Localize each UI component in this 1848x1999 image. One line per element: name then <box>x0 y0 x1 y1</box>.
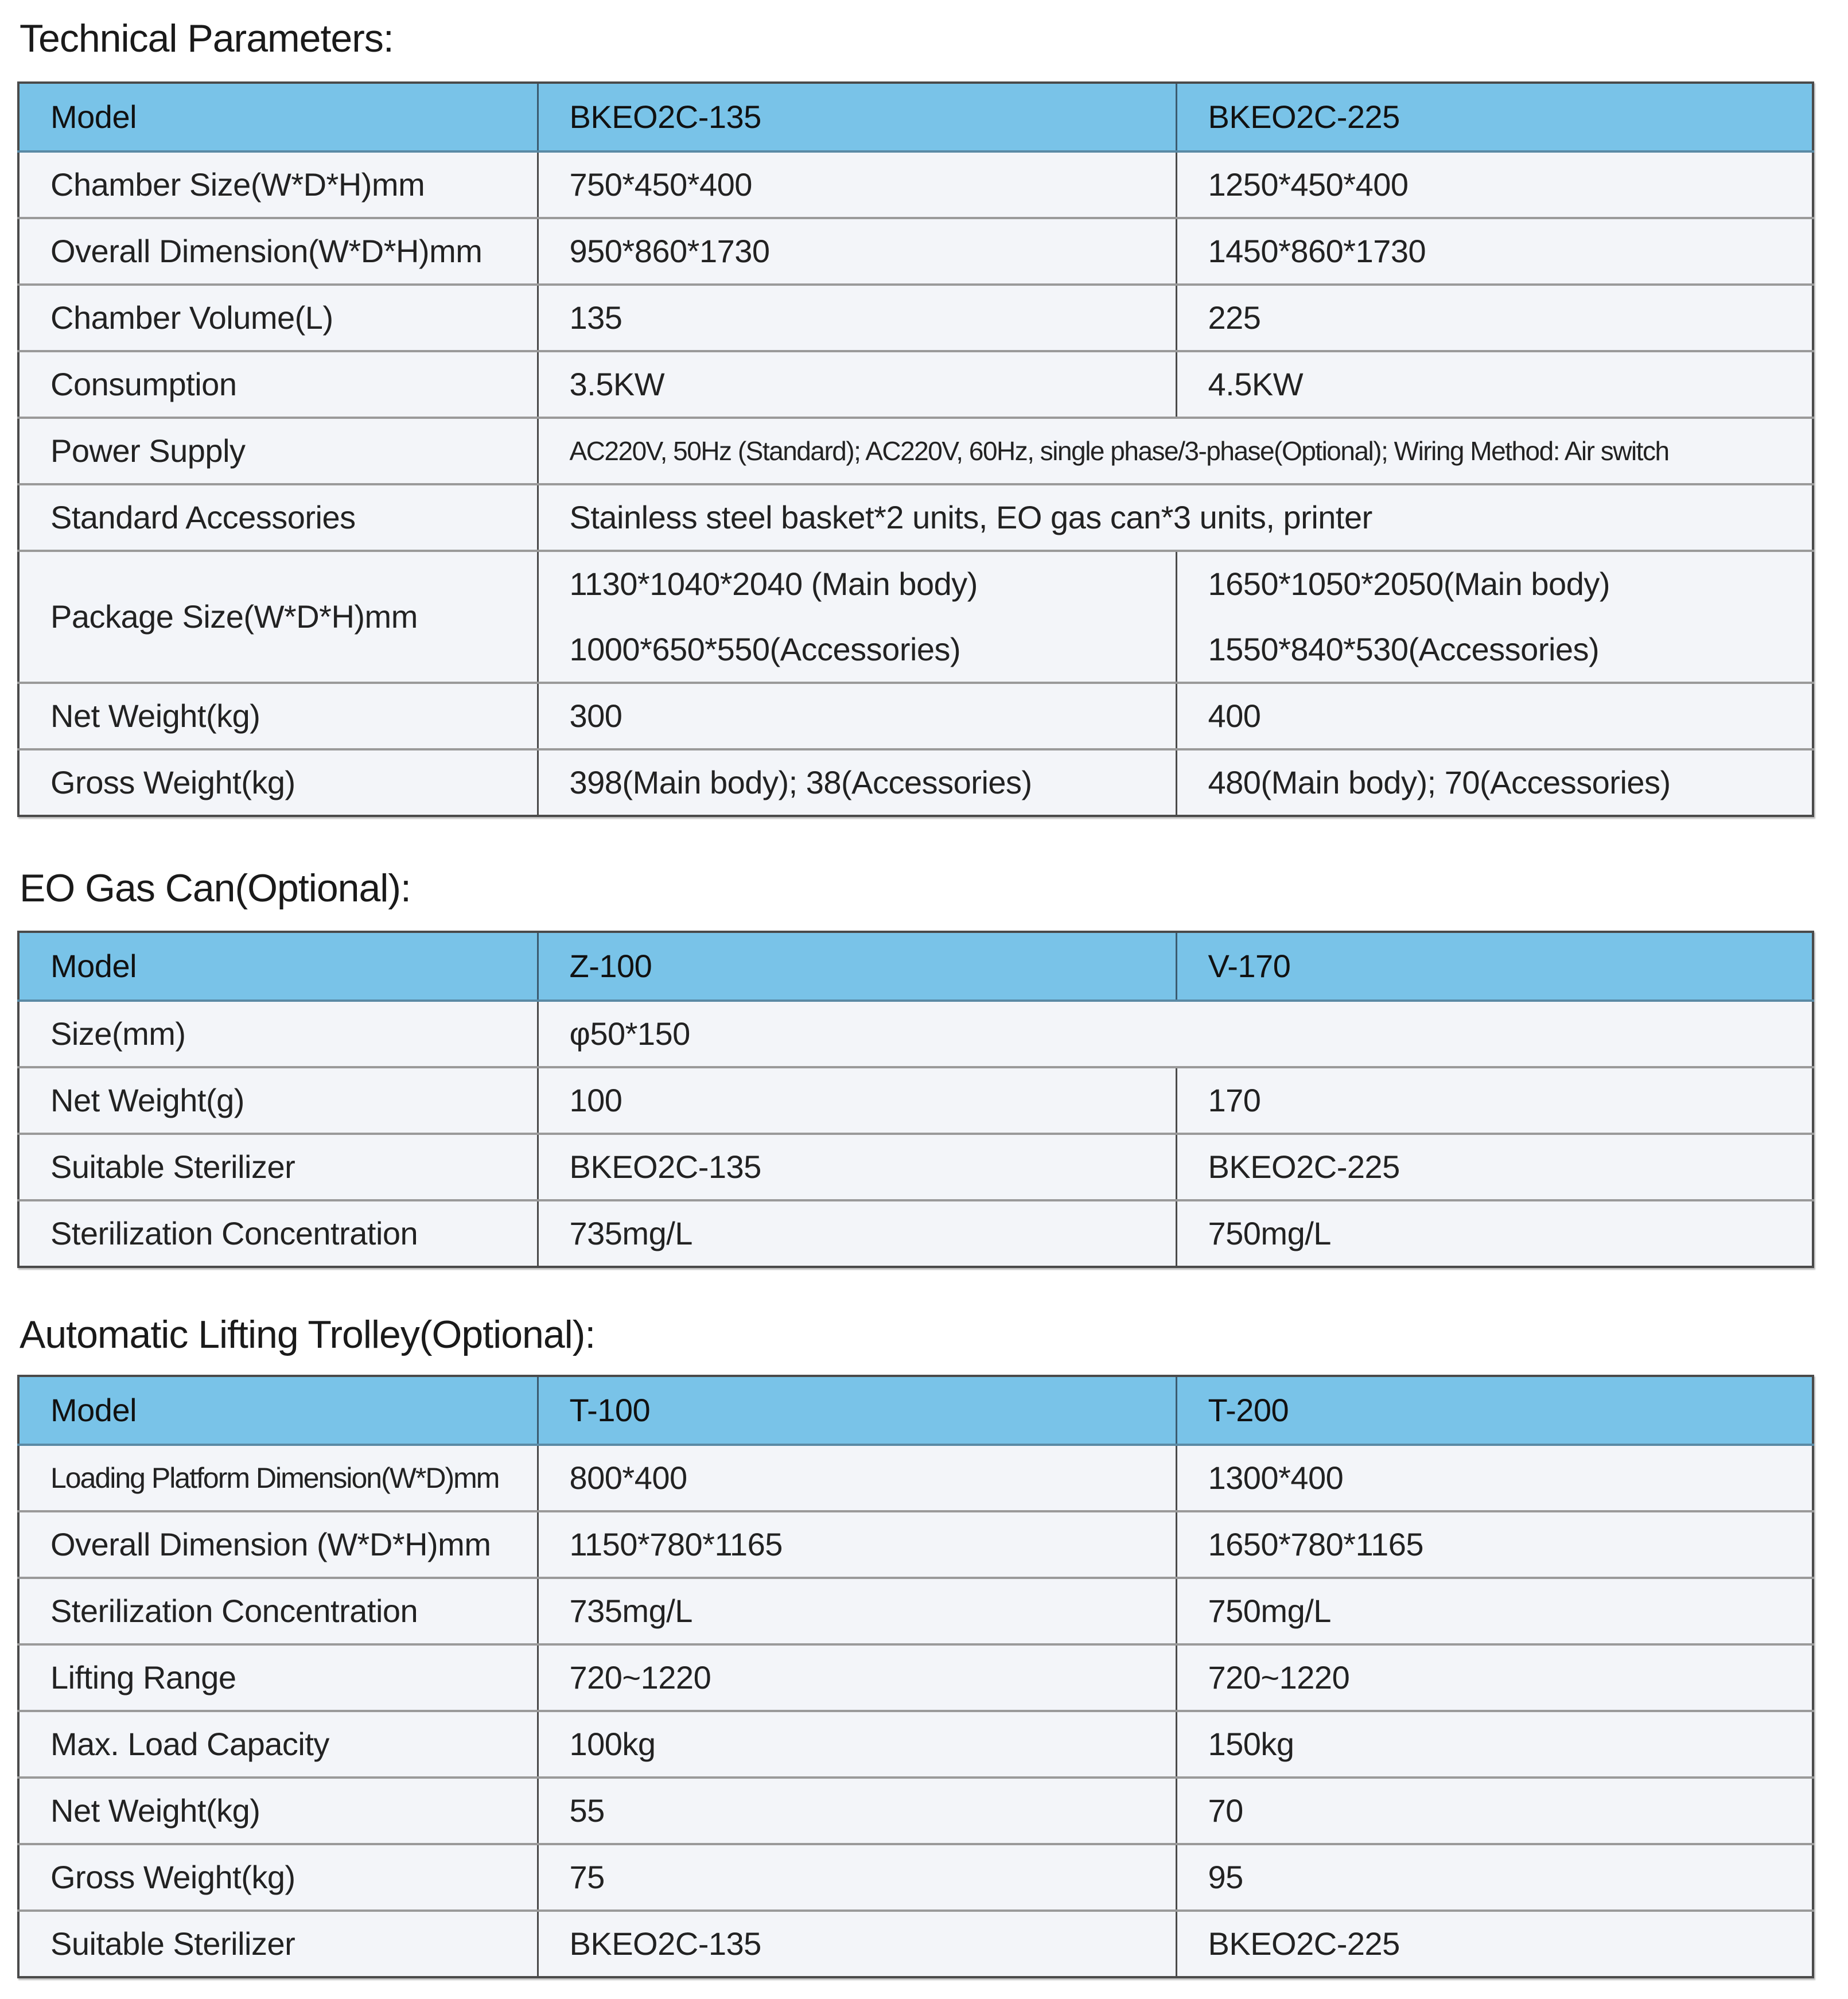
header-model-a: BKEO2C-135 <box>538 83 1176 151</box>
table-row <box>18 683 1813 749</box>
lifting-trolley-title: Automatic Lifting Trolley(Optional): <box>20 1313 596 1356</box>
row-label: Loading Platform Dimension(W*D)mm <box>18 1445 538 1511</box>
table-row <box>18 1644 1813 1711</box>
row-label: Chamber Size(W*D*H)mm <box>18 151 538 218</box>
row-label: Gross Weight(kg) <box>18 1844 538 1911</box>
table-row <box>18 1001 1813 1067</box>
lifting-trolley-table <box>17 1375 1814 1978</box>
cell-value: 950*860*1730 <box>538 218 1176 285</box>
table-row <box>18 1778 1813 1844</box>
cell-value: 480(Main body); 70(Accessories) <box>1176 749 1813 816</box>
header-model-b: BKEO2C-225 <box>1176 83 1813 151</box>
cell-value: 720~1220 <box>1176 1644 1813 1711</box>
cell-value: 735mg/L <box>538 1578 1176 1644</box>
cell-value: 1450*860*1730 <box>1176 218 1813 285</box>
table-row <box>18 551 1813 683</box>
table-row <box>18 1578 1813 1644</box>
cell-value: 100kg <box>538 1711 1176 1778</box>
cell-value: 750mg/L <box>1176 1200 1813 1267</box>
cell-value: BKEO2C-135 <box>538 1134 1176 1200</box>
row-label: Net Weight(g) <box>18 1067 538 1134</box>
cell-value: 750*450*400 <box>538 151 1176 218</box>
cell-value-merged: Stainless steel basket*2 units, EO gas can*3 units, printer <box>538 484 1813 551</box>
row-label: Suitable Sterilizer <box>18 1134 538 1200</box>
cell-value: 4.5KW <box>1176 351 1813 418</box>
cell-value-multiline <box>1176 551 1813 683</box>
cell-value: 750mg/L <box>1176 1578 1813 1644</box>
cell-value-merged: AC220V, 50Hz (Standard); AC220V, 60Hz, single phase/3-phase(Optional); Wiring Method: Air switch <box>538 418 1813 484</box>
table-header-row <box>18 932 1813 1001</box>
table-header-row <box>18 1376 1813 1445</box>
table-row <box>18 285 1813 351</box>
eo-gas-can-title: EO Gas Can(Optional): <box>20 866 411 910</box>
header-model: Model <box>18 1376 538 1445</box>
cell-value: 735mg/L <box>538 1200 1176 1267</box>
technical-parameters-title: Technical Parameters: <box>20 17 394 60</box>
package-main-body: 1130*1040*2040 (Main body) <box>569 566 978 602</box>
header-model-b: V-170 <box>1176 932 1813 1001</box>
cell-value: 170 <box>1176 1067 1813 1134</box>
row-label: Chamber Volume(L) <box>18 285 538 351</box>
header-model-a: T-100 <box>538 1376 1176 1445</box>
cell-value: BKEO2C-225 <box>1176 1911 1813 1977</box>
table-row <box>18 218 1813 285</box>
cell-value: 800*400 <box>538 1445 1176 1511</box>
table-header-row <box>18 83 1813 151</box>
package-accessories: 1550*840*530(Accessories) <box>1208 631 1600 667</box>
row-label: Power Supply <box>18 418 538 484</box>
row-label: Overall Dimension (W*D*H)mm <box>18 1511 538 1578</box>
row-label: Package Size(W*D*H)mm <box>18 551 538 683</box>
cell-value: 70 <box>1176 1778 1813 1844</box>
header-model-b: T-200 <box>1176 1376 1813 1445</box>
cell-value: 720~1220 <box>538 1644 1176 1711</box>
package-accessories: 1000*650*550(Accessories) <box>569 631 961 667</box>
cell-value: 150kg <box>1176 1711 1813 1778</box>
table-row <box>18 151 1813 218</box>
table-row <box>18 351 1813 418</box>
row-label: Sterilization Concentration <box>18 1200 538 1267</box>
cell-value: 75 <box>538 1844 1176 1911</box>
cell-value: 3.5KW <box>538 351 1176 418</box>
row-label: Lifting Range <box>18 1644 538 1711</box>
header-model: Model <box>18 83 538 151</box>
table-row <box>18 1711 1813 1778</box>
cell-value: 55 <box>538 1778 1176 1844</box>
cell-value: BKEO2C-135 <box>538 1911 1176 1977</box>
cell-value: 300 <box>538 683 1176 749</box>
cell-value: 400 <box>1176 683 1813 749</box>
row-label: Size(mm) <box>18 1001 538 1067</box>
package-main-body: 1650*1050*2050(Main body) <box>1208 566 1610 602</box>
cell-value: 1150*780*1165 <box>538 1511 1176 1578</box>
table-row <box>18 1844 1813 1911</box>
row-label: Sterilization Concentration <box>18 1578 538 1644</box>
cell-value: 398(Main body); 38(Accessories) <box>538 749 1176 816</box>
technical-parameters-table <box>17 81 1814 817</box>
row-label: Standard Accessories <box>18 484 538 551</box>
table-row <box>18 1445 1813 1511</box>
table-row <box>18 1067 1813 1134</box>
table-row <box>18 1200 1813 1267</box>
table-row <box>18 1911 1813 1977</box>
row-label: Consumption <box>18 351 538 418</box>
header-model-a: Z-100 <box>538 932 1176 1001</box>
row-label: Overall Dimension(W*D*H)mm <box>18 218 538 285</box>
cell-value-multiline <box>538 551 1176 683</box>
row-label: Suitable Sterilizer <box>18 1911 538 1977</box>
eo-gas-can-table <box>17 931 1814 1268</box>
cell-value: BKEO2C-225 <box>1176 1134 1813 1200</box>
cell-value: 1300*400 <box>1176 1445 1813 1511</box>
cell-value: 1650*780*1165 <box>1176 1511 1813 1578</box>
cell-value: 95 <box>1176 1844 1813 1911</box>
cell-value: 100 <box>538 1067 1176 1134</box>
header-model: Model <box>18 932 538 1001</box>
cell-value: 135 <box>538 285 1176 351</box>
row-label: Gross Weight(kg) <box>18 749 538 816</box>
cell-value: 1250*450*400 <box>1176 151 1813 218</box>
row-label: Net Weight(kg) <box>18 1778 538 1844</box>
table-row <box>18 484 1813 551</box>
row-label: Max. Load Capacity <box>18 1711 538 1778</box>
table-row <box>18 418 1813 484</box>
table-row <box>18 1134 1813 1200</box>
table-row <box>18 1511 1813 1578</box>
cell-value-merged: φ50*150 <box>538 1001 1813 1067</box>
table-row <box>18 749 1813 816</box>
cell-value: 225 <box>1176 285 1813 351</box>
row-label: Net Weight(kg) <box>18 683 538 749</box>
